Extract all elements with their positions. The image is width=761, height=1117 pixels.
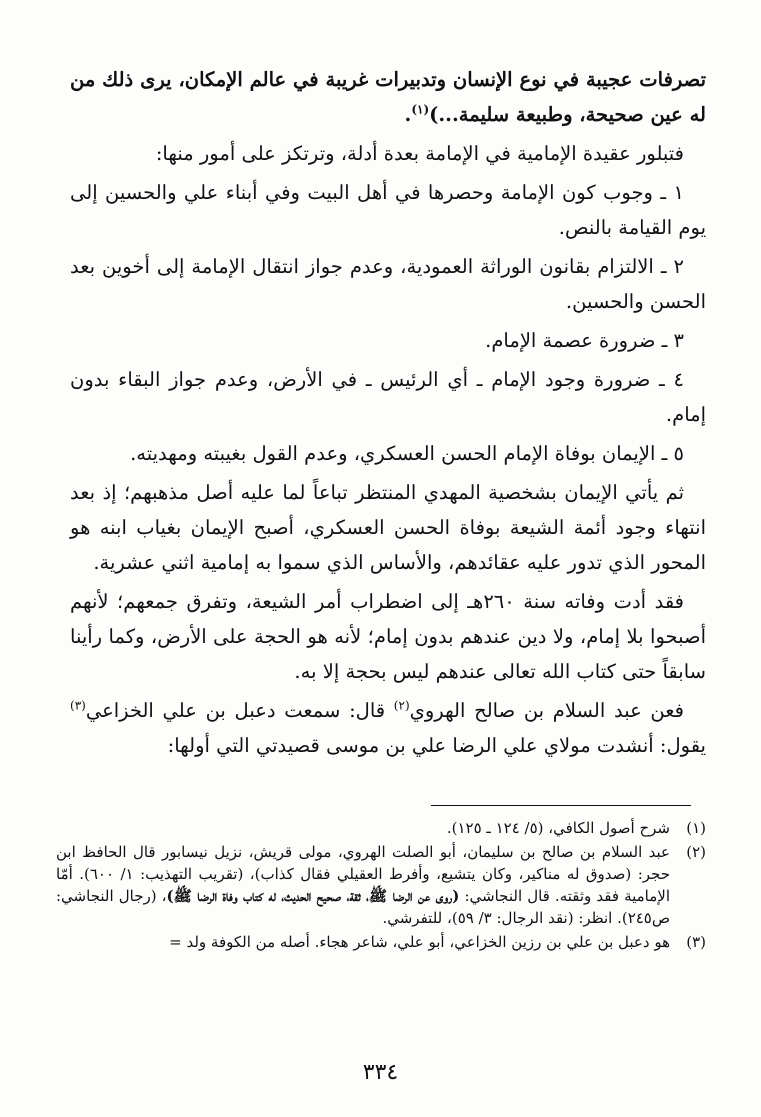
paragraph-suffix: .	[404, 103, 412, 126]
narration-text-3: يقول: أنشدت مولاي علي الرضا علي بن موسى قصيدتي التي أولها:	[167, 734, 706, 757]
list-item-5: ٥ ـ الإيمان بوفاة الإمام الحسن العسكري، وعدم القول بغيبته ومهديته.	[130, 442, 684, 465]
list-item-2: ٢ ـ الالتزام بقانون الوراثة العمودية، وعدم جواز انتقال الإمامة إلى أخوين بعد الحسن والحسين.	[70, 255, 706, 313]
list-item-1: ١ ـ وجوب كون الإمامة وحصرها في أهل البيت وفي أبناء علي والحسين إلى يوم القيامة بالنص.	[70, 181, 706, 239]
footnote-number: (٣)	[686, 933, 706, 951]
footnote-text-part-a: عبد السلام بن صالح بن سليمان، أبو الصلت الهروي، مولى قريش، نزيل نيسابور قال الحافظ ابن حجر: (صدوق له مناكير، وكان يتشيع، وأفرط العقيلي فقال كذاب)، (تقريب التهذيب: ١/ ٦٠٠). أمّا الإمامية فقد وثقته. قال النجاشي:	[56, 843, 670, 905]
footnote-text	[56, 841, 670, 929]
footnote-divider	[431, 805, 691, 806]
footnote-text: هو دعبل بن علي بن رزين الخزاعي، أبو علي، شاعر هجاء. أصله من الكوفة ولد =	[169, 933, 670, 951]
narration-text-1: فعن عبد السلام بن صالح الهروي	[409, 699, 684, 722]
footnote-1	[56, 817, 706, 839]
footnote-ref-1[interactable]: (١)	[411, 102, 430, 117]
footnote-number: (٢)	[686, 843, 706, 861]
footnote-quote-bold: (روى عن الرضا ﷺ، ثقة، صحيح الحديث، له كتاب وفاة الرضا ﷺ)	[166, 887, 460, 905]
list-item-4: ٤ ـ ضرورة وجود الإمام ـ أي الرئيس ـ في الأرض، وعدم جواز البقاء بدون إمام.	[70, 368, 706, 426]
list-item-3: ٣ ـ ضرورة عصمة الإمام.	[485, 329, 684, 352]
footnote-text: شرح أصول الكافي، (٥/ ١٢٤ ـ ١٢٥).	[446, 819, 670, 837]
footnote-ref-3[interactable]: (٣)	[70, 698, 86, 713]
footnote-2	[56, 841, 706, 929]
narration-text-2: قال: سمعت دعبل بن علي الخزاعي	[85, 699, 394, 722]
footnote-3	[56, 931, 706, 953]
footnotes	[56, 817, 706, 955]
paragraph-continuation	[70, 62, 706, 132]
page-number: ٣٣٤	[362, 1060, 399, 1085]
paragraph-narration	[70, 693, 706, 763]
footnote-text-part-c: ، (رجال النجاشي: ص٢٤٥). انظر: (نقد الرجال: ٣/ ٥٩)، للتفرشي.	[56, 887, 670, 927]
paragraph-death: فقد أدت وفاته سنة ٢٦٠هـ إلى اضطراب أمر الشيعة، وتفرق جمعهم؛ لأنهم أصبحوا بلا إمام، ولا دين عندهم بدون إمام؛ لأنه هو الحجة على الأرض، وكما رأينا سابقاً حتى كتاب الله تعالى عندهم ليس بحجة إلا به.	[70, 590, 706, 683]
paragraph-text: تصرفات عجيبة في نوع الإنسان وتدبيرات غريبة في عالم الإمكان، يرى ذلك من له عين صحيحة، وطبيعة سليمة...)	[70, 68, 706, 126]
main-text	[70, 62, 706, 763]
paragraph-intro: فتبلور عقيدة الإمامية في الإمامة بعدة أدلة، وترتكز على أمور منها:	[155, 142, 684, 165]
paragraph-mahdi: ثم يأتي الإيمان بشخصية المهدي المنتظر تباعاً لما عليه أصل مذهبهم؛ إذ بعد انتهاء وجود أئمة الشيعة بوفاة الحسن العسكري، أصبح الإيمان بغياب ابنه هو المحور الذي تدور عليه عقائدهم، والأساس الذي سموا به إمامية اثني عشرية.	[70, 481, 706, 574]
footnote-number: (١)	[686, 819, 706, 837]
footnote-ref-2[interactable]: (٢)	[393, 698, 410, 713]
